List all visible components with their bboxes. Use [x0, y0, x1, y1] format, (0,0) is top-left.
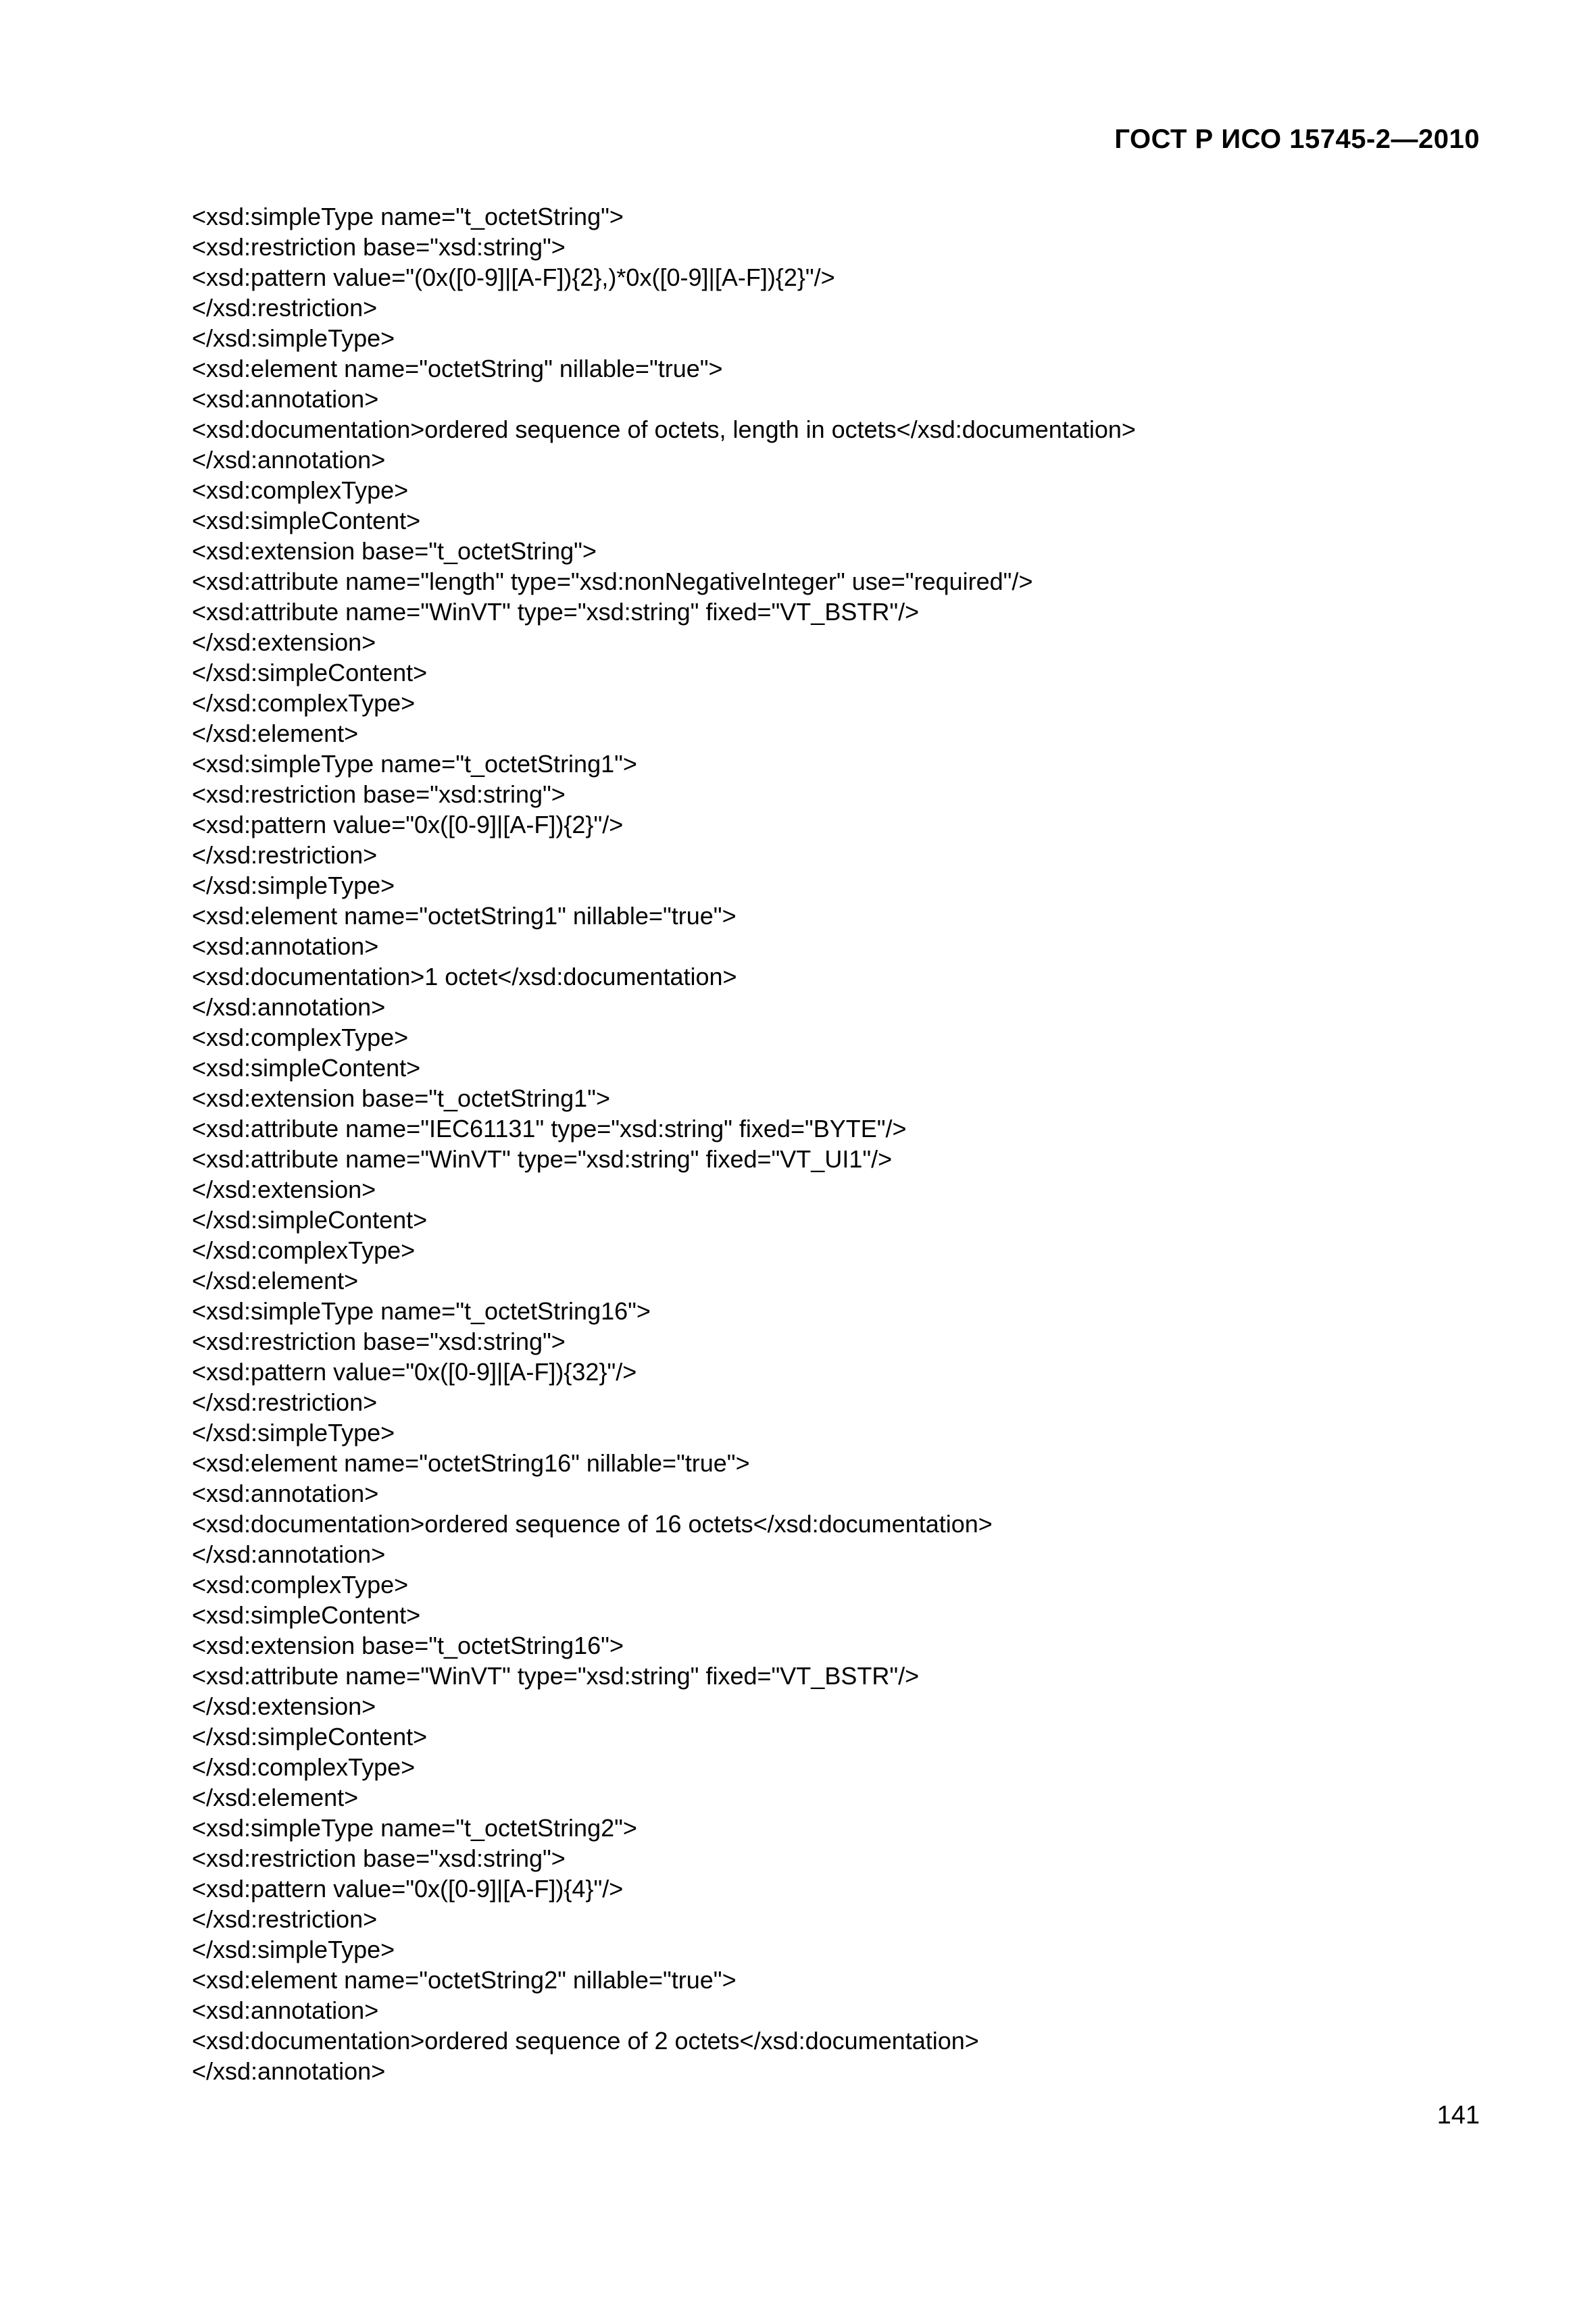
code-line: <xsd:documentation>1 octet</xsd:documentation> [192, 963, 737, 990]
code-line: </xsd:complexType> [192, 1753, 416, 1781]
code-line: </xsd:annotation> [192, 993, 386, 1021]
code-line: <xsd:annotation> [192, 1996, 379, 2024]
code-line: <xsd:attribute name="WinVT" type="xsd:string" fixed="VT_BSTR"/> [192, 1662, 920, 1690]
code-line: <xsd:annotation> [192, 385, 379, 413]
code-line: <xsd:simpleContent> [192, 507, 421, 534]
code-line: </xsd:simpleContent> [192, 1206, 428, 1234]
code-line: <xsd:documentation>ordered sequence of 2 octets</xsd:documentation> [192, 2027, 979, 2055]
code-line: <xsd:extension base="t_octetString16"> [192, 1632, 624, 1659]
code-line: <xsd:documentation>ordered sequence of 16 octets</xsd:documentation> [192, 1510, 993, 1538]
code-line: <xsd:pattern value="0x([0-9]|[A-F]){32}"/> [192, 1358, 637, 1386]
standard-id-header: ГОСТ Р ИСО 15745-2—2010 [1114, 124, 1480, 154]
code-line: </xsd:element> [192, 1784, 359, 1811]
code-line: </xsd:restriction> [192, 294, 378, 322]
code-line: <xsd:complexType> [192, 1024, 409, 1051]
code-line: </xsd:extension> [192, 1176, 376, 1203]
code-line: </xsd:extension> [192, 1692, 376, 1720]
code-line: <xsd:annotation> [192, 1480, 379, 1507]
code-line: <xsd:restriction base="xsd:string"> [192, 233, 566, 261]
code-line: <xsd:simpleType name="t_octetString16"> [192, 1297, 651, 1325]
code-line: </xsd:annotation> [192, 2057, 386, 2085]
code-line: <xsd:extension base="t_octetString1"> [192, 1084, 610, 1112]
code-line: </xsd:extension> [192, 628, 376, 656]
code-line: <xsd:extension base="t_octetString"> [192, 537, 597, 565]
code-line: <xsd:restriction base="xsd:string"> [192, 1328, 566, 1355]
code-line: </xsd:annotation> [192, 446, 386, 474]
code-line: </xsd:restriction> [192, 1388, 378, 1416]
code-line: </xsd:restriction> [192, 841, 378, 869]
code-line: <xsd:pattern value="(0x([0-9]|[A-F]){2},)*0x([0-9]|[A-F]){2}"/> [192, 263, 835, 291]
code-line: </xsd:restriction> [192, 1905, 378, 1933]
code-line: </xsd:simpleType> [192, 1419, 395, 1447]
code-line: <xsd:element name="octetString16" nillable="true"> [192, 1449, 750, 1477]
code-line: <xsd:restriction base="xsd:string"> [192, 780, 566, 808]
code-line: <xsd:restriction base="xsd:string"> [192, 1844, 566, 1872]
code-line: <xsd:complexType> [192, 1571, 409, 1599]
code-line: <xsd:simpleContent> [192, 1054, 421, 1082]
code-line: <xsd:pattern value="0x([0-9]|[A-F]){4}"/> [192, 1875, 624, 1903]
code-line: </xsd:simpleType> [192, 872, 395, 899]
code-line: </xsd:simpleContent> [192, 659, 428, 686]
code-line: <xsd:simpleContent> [192, 1601, 421, 1629]
code-line: </xsd:simpleType> [192, 324, 395, 352]
code-line: <xsd:element name="octetString" nillable="true"> [192, 355, 723, 382]
code-line: </xsd:element> [192, 1267, 359, 1294]
code-line: </xsd:simpleType> [192, 1936, 395, 1963]
code-line: <xsd:simpleType name="t_octetString2"> [192, 1814, 637, 1842]
code-line: <xsd:attribute name="IEC61131" type="xsd:string" fixed="BYTE"/> [192, 1115, 907, 1142]
code-line: </xsd:complexType> [192, 689, 416, 717]
code-line: <xsd:complexType> [192, 476, 409, 504]
code-line: <xsd:attribute name="WinVT" type="xsd:string" fixed="VT_UI1"/> [192, 1145, 893, 1173]
code-line: <xsd:pattern value="0x([0-9]|[A-F]){2}"/> [192, 811, 624, 838]
code-line: <xsd:documentation>ordered sequence of octets, length in octets</xsd:documentation> [192, 416, 1136, 443]
page-number: 141 [1437, 2101, 1480, 2130]
code-line: <xsd:attribute name="WinVT" type="xsd:string" fixed="VT_BSTR"/> [192, 598, 920, 626]
code-line: </xsd:simpleContent> [192, 1723, 428, 1751]
xsd-code-listing [192, 201, 1476, 2086]
code-line: <xsd:attribute name="length" type="xsd:nonNegativeInteger" use="required"/> [192, 568, 1033, 595]
code-line: <xsd:simpleType name="t_octetString1"> [192, 750, 637, 778]
code-line: <xsd:simpleType name="t_octetString"> [192, 203, 624, 230]
code-line: <xsd:element name="octetString1" nillable="true"> [192, 902, 737, 930]
code-line: </xsd:annotation> [192, 1540, 386, 1568]
code-line: <xsd:annotation> [192, 932, 379, 960]
code-line: </xsd:complexType> [192, 1236, 416, 1264]
code-line: </xsd:element> [192, 720, 359, 747]
code-line: <xsd:element name="octetString2" nillable="true"> [192, 1966, 737, 1994]
